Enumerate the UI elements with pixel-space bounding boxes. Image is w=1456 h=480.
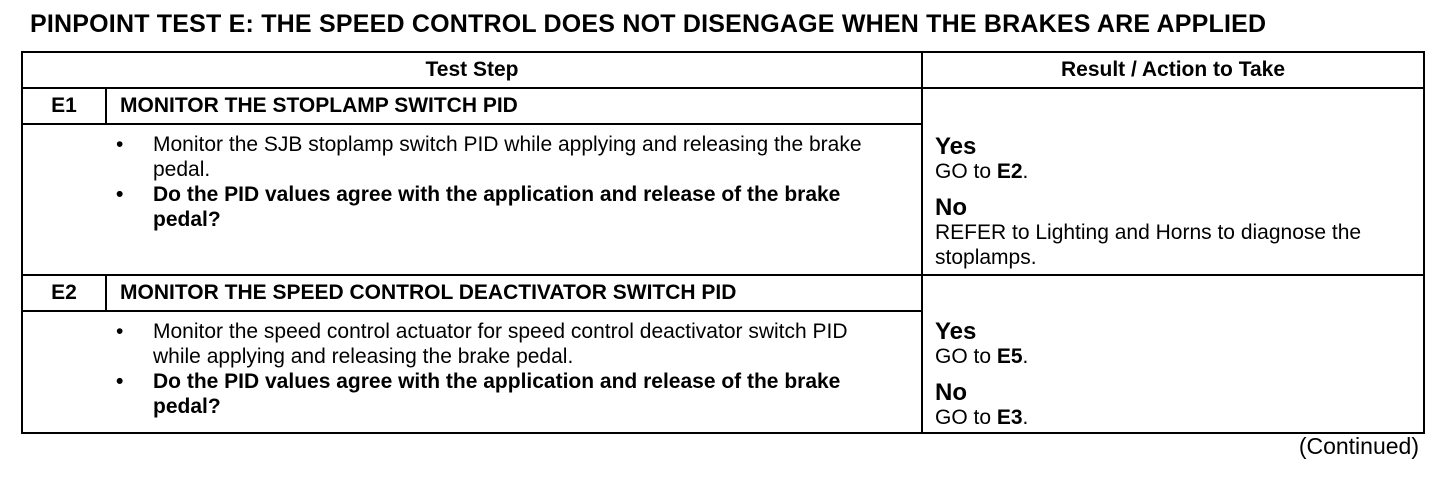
no-action: GO to E3. <box>935 406 1029 429</box>
step-link[interactable]: E2 <box>996 160 1023 183</box>
bullet-icon: • <box>116 320 124 343</box>
list-item: • Do the PID values agree with the application and release of the brake pedal? <box>116 183 841 231</box>
no-label: No <box>935 379 967 406</box>
step-title-row <box>22 275 1424 311</box>
test-step-header: Test Step <box>22 52 922 88</box>
step-title-row <box>22 88 1424 124</box>
step-id: E1 <box>22 88 106 124</box>
list-item: • Do the PID values agree with the application and release of the brake pedal? <box>116 370 841 418</box>
step-body <box>22 124 922 275</box>
bullet-icon: • <box>116 133 124 156</box>
step-link[interactable]: E5 <box>996 345 1023 368</box>
pinpoint-test-table <box>21 51 1425 434</box>
bullet-icon: • <box>116 370 124 393</box>
step-title: MONITOR THE SPEED CONTROL DEACTIVATOR SWITCH PID <box>106 275 922 311</box>
result-header: Result / Action to Take <box>922 52 1424 88</box>
result-cell <box>922 275 1424 433</box>
list-item: • Monitor the speed control actuator for speed control deactivator switch PID while applying and releasing the brake pedal. <box>116 320 848 368</box>
step-id: E2 <box>22 275 106 311</box>
yes-label: Yes <box>935 133 977 160</box>
no-action: REFER to Lighting and Horns to diagnose the stoplamps. <box>935 221 1362 269</box>
yes-action: GO to E2. <box>935 160 1029 183</box>
step-title: MONITOR THE STOPLAMP SWITCH PID <box>106 88 922 124</box>
yes-label: Yes <box>935 318 977 345</box>
page-title: PINPOINT TEST E: THE SPEED CONTROL DOES NOT DISENGAGE WHEN THE BRAKES ARE APPLIED <box>30 10 1267 38</box>
step-body <box>22 311 922 433</box>
bullet-icon: • <box>116 183 124 206</box>
table-header-row <box>22 52 1424 88</box>
no-label: No <box>935 194 967 221</box>
continued-note: (Continued) <box>1298 433 1419 459</box>
step-link[interactable]: E3 <box>996 406 1023 429</box>
yes-action: GO to E5. <box>935 345 1029 368</box>
result-cell <box>922 88 1424 275</box>
list-item: • Monitor the SJB stoplamp switch PID while applying and releasing the brake pedal. <box>116 133 862 181</box>
